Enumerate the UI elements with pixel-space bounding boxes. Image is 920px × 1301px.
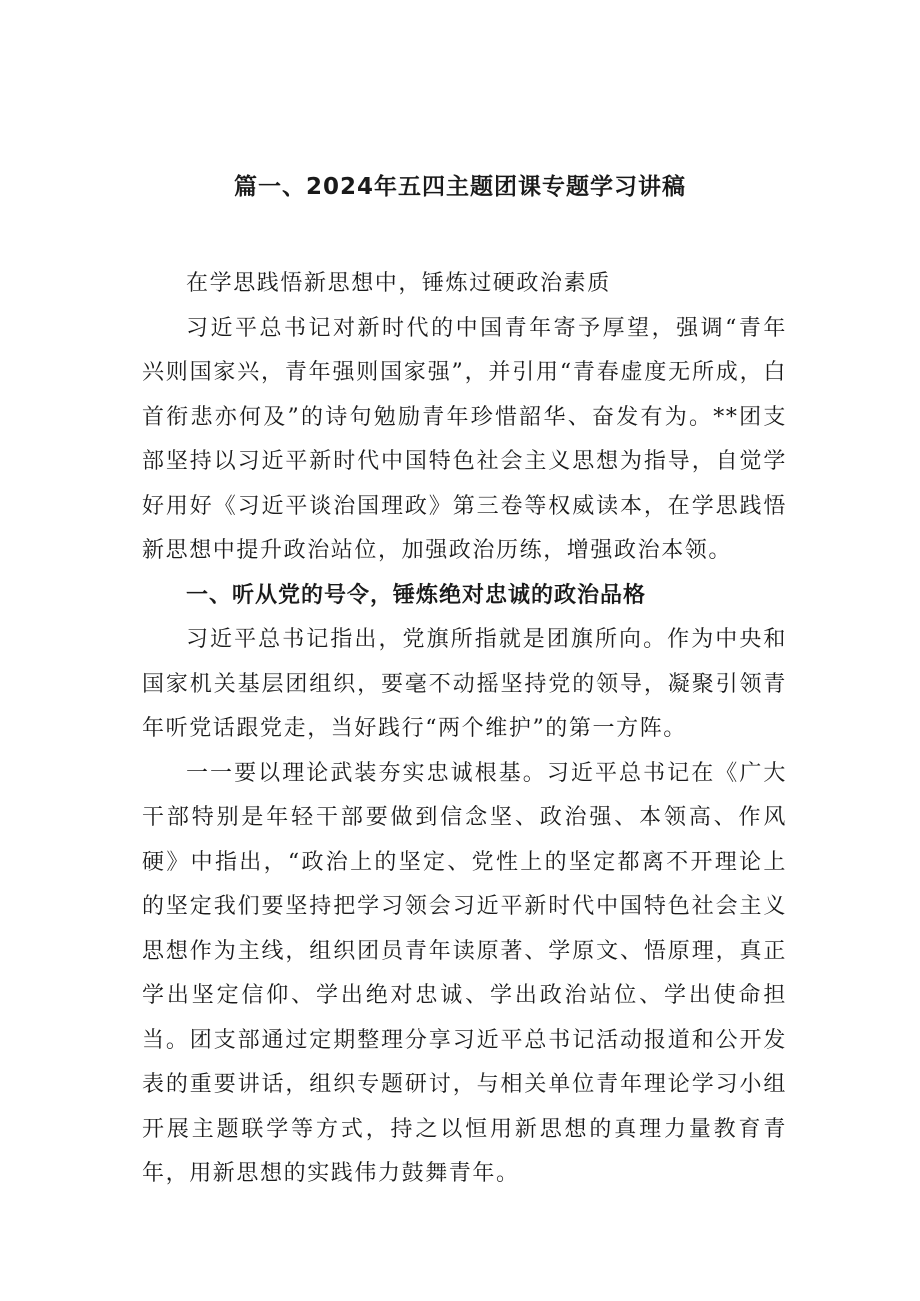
body-paragraph: 习近平总书记对新时代的中国青年寄予厚望，强调“青年兴则国家兴，青年强则国家强”，并引用“青春虚度无所成，白首衔悲亦何及”的诗句勉励青年珍惜韶华、奋发有为。**团支部坚持以习近平新时代中国特色社会主义思想为指导，自觉学好用好《习近平谈治国理政》第三卷等权威读本，在学思践悟新思想中提升政治站位，加强政治历练，增强政治本领。 — [142, 315, 787, 563]
body-paragraph: 一一要以理论武装夯实忠诚根基。习近平总书记在《广大干部特别是年轻干部要做到信念坚、政治强、本领高、作风硬》中指出，“政治上的坚定、党性上的坚定都离不开理论上的坚定我们要坚持把学习领会习近平新时代中国特色社会主义思想作为主线，组织团员青年读原著、学原文、悟原理，真正学出坚定信仰、学出绝对忠诚、学出政治站位、学出使命担当。团支部通过定期整理分享习近平总书记活动报道和公开发表的重要讲话，组织专题研讨，与相关单位青年理论学习小组开展主题联学等方式，持之以恒用新思想的真理力量教育青年，用新思想的实践伟力鼓舞青年。 — [142, 760, 787, 1186]
subtitle-paragraph: 在学思践悟新思想中，锤炼过硬政治素质 — [186, 271, 611, 296]
document-body — [142, 262, 787, 1197]
section-heading: 一、听从党的号令，锤炼绝对忠诚的政治品格 — [186, 582, 647, 608]
document-title: 篇一、2024年五四主题团课专题学习讲稿 — [233, 174, 686, 200]
body-paragraph: 习近平总书记指出，党旗所指就是团旗所向。作为中央和国家机关基层团组织，要毫不动摇坚持党的领导，凝聚引领青年听党话跟党走，当好践行“两个维护”的第一方阵。 — [142, 627, 787, 741]
